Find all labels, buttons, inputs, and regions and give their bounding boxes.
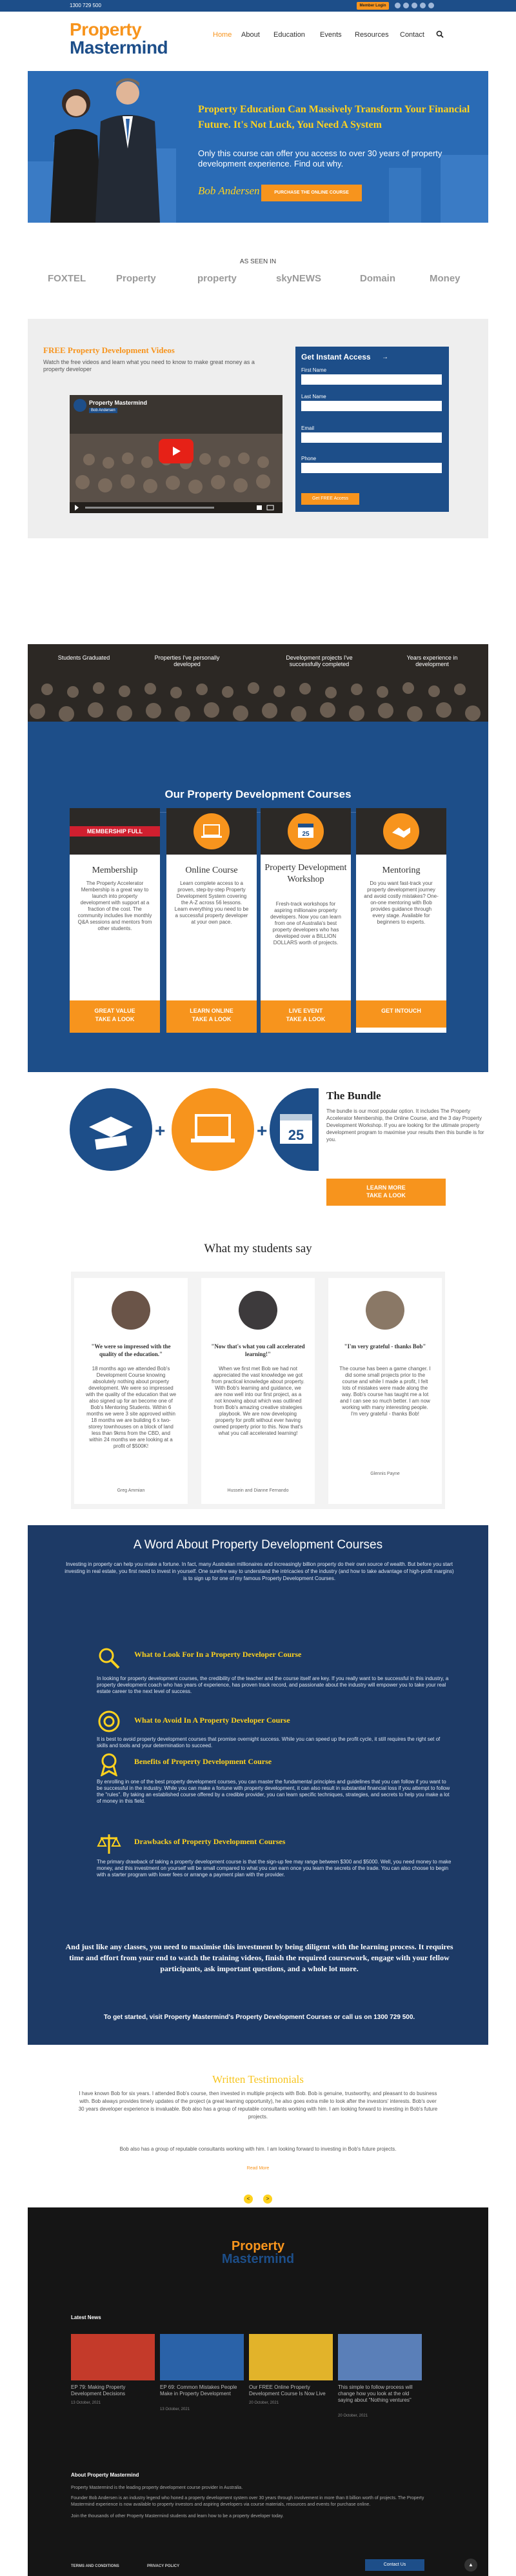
testimonial-quote-2: "Now that's what you call accelerated learning!" — [211, 1343, 305, 1357]
news-image-1[interactable] — [71, 2334, 155, 2380]
calendar-icon — [288, 813, 324, 849]
testimonial-quote-3: "I'm very grateful - thanks Bob" — [344, 1343, 426, 1350]
site-header — [0, 12, 516, 71]
membership-btn-line2: TAKE A LOOK — [95, 1016, 135, 1022]
media-logo-foxtel: FOXTEL — [48, 273, 86, 284]
testimonial-quote-1: "We were so impressed with the quality of the education." — [91, 1343, 171, 1357]
form-title: Get Instant Access — [301, 352, 371, 361]
member-login-button[interactable]: Member Login — [357, 2, 389, 10]
site-logo[interactable] — [70, 21, 168, 57]
news-title-1[interactable]: EP 79: Making Property Development Decisions — [71, 2384, 126, 2397]
purchase-course-button[interactable]: PURCHASE THE ONLINE COURSE — [261, 185, 362, 201]
drawbacks-heading: Drawbacks of Property Development Courses — [134, 1837, 286, 1846]
video-badge: Bob Andersen — [89, 408, 117, 413]
get-free-access-button[interactable]: Get FREE Access — [301, 493, 359, 505]
stat-properties-developed: Properties I've personally developed — [154, 654, 220, 667]
written-testimonial-text-2: Bob also has a group of reputable consultants working with him. I am looking forward to investing in Bob's future projects. — [119, 2146, 397, 2152]
video-title: Property Mastermind — [89, 400, 148, 406]
workshop-title: Property Development Workshop — [264, 863, 347, 884]
slider-prev-button[interactable]: < — [244, 2195, 253, 2204]
nav-education[interactable]: Education — [273, 31, 305, 39]
avatar-glennis — [366, 1291, 404, 1330]
first-name-label: First Name — [301, 367, 327, 373]
hero-subtitle: Only this course can offer you access to over 30 years of property development experience. Find out why. — [198, 148, 442, 168]
youtube-icon[interactable] — [412, 3, 417, 8]
mentoring-get-in-touch-button[interactable] — [356, 1000, 446, 1028]
news-date-2: 13 October, 2021 — [160, 2408, 190, 2411]
media-logo-money: Money — [430, 273, 461, 284]
word-closing: And just like any classes, you need to maximise this investment by being diligent with the learning process. It requires time and effort from your end to watch the training videos, finish the required coursework, engage with your fellow participants, ask important questions, and a whole lot more. — [65, 1942, 453, 1973]
membership-take-a-look-button[interactable] — [70, 1000, 160, 1033]
online-course-text: Learn complete access to a proven, step-by-step Property Development System covering the A-Z across 56 lessons. Learn everything you need to be a successful property developer at your own pace. — [174, 880, 249, 925]
media-logo-property: Property — [116, 273, 156, 284]
workshop-take-a-look-button[interactable] — [261, 1000, 351, 1033]
written-testimonials-title: Written Testimonials — [212, 2073, 304, 2085]
plus-icon-2: + — [257, 1121, 268, 1141]
membership-title: Membership — [92, 866, 138, 875]
about-text-1: Property Mastermind is the leading property development course provider in Australia. — [71, 2486, 243, 2490]
handshake-icon — [383, 813, 419, 849]
last-name-input[interactable] — [301, 401, 442, 411]
bob-andersen-photo — [89, 71, 166, 223]
scales-icon — [97, 1832, 121, 1856]
online-btn-line2: TAKE A LOOK — [192, 1016, 232, 1022]
online-course-title: Online Course — [185, 866, 238, 875]
as-seen-in-label: AS SEEN IN — [239, 258, 277, 265]
mentoring-title: Mentoring — [382, 866, 421, 875]
media-logo-property-2: property — [197, 273, 237, 284]
mentoring-btn-line1: GET INTOUCH — [381, 1008, 421, 1014]
benefits-text: By enrolling in one of the best property development courses, you can master the fundamental principles and guidelines that you can follow if you want to be successful in the industry. While you can make a fortune with property development, it can also result in substantial financial loss if you attempt to follow the "rules". By taking an established course offered by a credible provider, you can learn specific techniques, strategies, and secrets to help you make a lot of money in this field. — [97, 1779, 450, 1804]
media-logo-domain: Domain — [360, 273, 396, 284]
video-player[interactable] — [70, 395, 283, 513]
terms-link[interactable]: TERMS AND CONDITIONS — [71, 2564, 119, 2568]
news-title-2[interactable]: EP 69: Common Mistakes People Make in Property Development — [160, 2384, 237, 2397]
avatar-greg — [112, 1291, 150, 1330]
courses-title: Our Property Development Courses — [164, 788, 352, 800]
laptop-bundle-icon — [172, 1088, 254, 1171]
testimonial-name-2: Hussein and Dianne Fernando — [227, 1488, 289, 1493]
facebook-icon[interactable] — [395, 3, 401, 8]
news-image-4[interactable] — [338, 2334, 422, 2380]
students-title: What my students say — [204, 1242, 312, 1255]
word-cta-link[interactable]: To get started, visit Property Mastermind's Property Development Courses or call us on 1300 729 500. — [103, 2014, 415, 2021]
bundle-learn-more-button[interactable] — [326, 1179, 446, 1206]
workshop-text: Fresh-track workshops for aspiring millionaire property developers. Now you can learn from one of Australia's best property developers who has developed over a BILLION DOLLARS worth of projects. — [270, 901, 341, 946]
hero-title: Property Education Can Massively Transform Your Financial Future. It's Not Luck, You Need A System — [198, 104, 470, 130]
news-title-3[interactable]: Our FREE Online Property Development Course Is Now Live — [249, 2384, 326, 2397]
stat-projects-completed: Development projects I've successfully completed — [286, 654, 353, 667]
workshop-btn-line1: LIVE EVENT — [288, 1008, 323, 1014]
email-input[interactable] — [301, 432, 442, 443]
privacy-link[interactable]: PRIVACY POLICY — [147, 2564, 180, 2568]
online-btn-line1: LEARN ONLINE — [190, 1008, 233, 1014]
testimonial-text-1: 18 months ago we attended Bob's Development Course knowing absolutely nothing about property development. We were so impressed with the quality of the education that we also signed up for an become one of Bob's Mentoring Students. Within 6 months we were 3 site approved within 18 months we are building 6 x two-storey townhouses on a block of land less than 9kms from the CBD, and within 24 months we are looking at a profit of $500K! — [85, 1366, 177, 1449]
avatar-hussein — [239, 1291, 277, 1330]
testimonial-card-1 — [74, 1278, 188, 1504]
calendar-day: 25 — [288, 1127, 304, 1143]
play-button[interactable] — [159, 439, 194, 463]
bundle-btn-line2: TAKE A LOOK — [366, 1192, 406, 1199]
workshop-btn-line2: TAKE A LOOK — [286, 1016, 326, 1022]
about-text-3: Join the thousands of other Property Mastermind students and learn how to be a property developer today. — [71, 2514, 284, 2519]
read-more-link[interactable]: Read More — [246, 2166, 270, 2171]
news-date-4: 20 October, 2021 — [338, 2414, 368, 2418]
contact-us-button[interactable]: Contact Us — [365, 2559, 424, 2571]
nav-home[interactable]: Home — [213, 31, 232, 39]
mentoring-text: Do you want fast-track your property development journey and avoid costly mistakes? One-on-one mentoring with Bob provides guidance through every stage. Available for beginners to experts. — [364, 880, 439, 925]
target-icon — [97, 1709, 121, 1734]
bundle-text: The bundle is our most popular option. It includes The Property Accelerator Membership, the Online Course, and the 3 day Property Development Workshop. If you are looking for the ultimate property development program to maximise your results then this bundle is for you. — [326, 1108, 484, 1142]
laptop-icon — [194, 813, 230, 849]
testimonial-card-3 — [328, 1278, 442, 1504]
written-testimonial-text: I have known Bob for six years. I attended Bob's course, then invested in multiple projects with Bob. Bob is genuine, trustworthy, and pleasant to do business with. Bob always provides timely updates of the project (a great learning opportunity), he also goes extra mile to look after the investors' interests. Bob's over 30 years developer experience is invaluable. Bob also has a group of reputable consultants working with him. I am looking forward to investing in Bob's future projects. — [78, 2091, 438, 2120]
news-date-3: 20 October, 2021 — [249, 2401, 279, 2405]
stat-students-graduated: Students Graduated — [57, 654, 110, 661]
bundle-btn-line1: LEARN MORE — [366, 1184, 406, 1191]
news-title-4[interactable]: This simple to follow process will change how you look at the old saying about "Nothing ventures" — [338, 2384, 413, 2403]
phone-label: Phone — [301, 456, 317, 461]
ribbon-icon — [97, 1752, 121, 1776]
twitter-icon[interactable] — [403, 3, 409, 8]
svg-text:25: 25 — [302, 831, 310, 838]
drawbacks-text: The primary drawback of taking a property development course is that the sign-up fee may range between $300 and $5000. Well, you need money to make money, and this investment on yourself will be small compared to what you can earn once you learn the secrets of the trade. You can also choose to begin with a starter program with lower fees or arrange a payment plan with the provider. — [97, 1859, 452, 1878]
online-take-a-look-button[interactable] — [166, 1000, 257, 1033]
free-videos-title: FREE Property Development Videos — [43, 345, 175, 355]
phone-input[interactable] — [301, 463, 442, 473]
bundle-title: The Bundle — [326, 1090, 381, 1102]
news-image-3[interactable] — [249, 2334, 333, 2380]
search-icon[interactable] — [436, 30, 444, 41]
news-image-2[interactable] — [160, 2334, 244, 2380]
logo-line-1: Property — [70, 19, 142, 39]
free-videos-subtitle: Watch the free videos and learn what you need to know to make great money as a property developer — [43, 359, 255, 372]
magnifier-icon — [97, 1646, 121, 1670]
benefits-heading: Benefits of Property Development Course — [134, 1757, 272, 1766]
course-card-membership — [70, 808, 160, 1033]
scroll-top-icon[interactable]: ▲ — [464, 2559, 477, 2571]
avoid-text: It is best to avoid property development courses that promise overnight success. While you can speed up the profit cycle, it still requires the right set of skills and tools and your determination to succeed. — [97, 1736, 441, 1749]
look-for-text: In looking for property development courses, the credibility of the teacher and the course itself are key. If you really want to be successful in this industry, a property development coach who has years of experience, has proven track record, and passionate about the industry will empower you to take your real estate career to the next level of success. — [97, 1676, 449, 1694]
word-about-title: A Word About Property Development Courses — [133, 1538, 383, 1552]
testimonial-text-2: When we first met Bob we had not appreciated the vast knowledge we got from practical knowledge about property. With Bob's learning and guidance, we are now well into our first project, as a not knowing about which was outlined from Bob's amazing creative strategies playbook. We are now developing property for profit without ever having owned property prior to this. Now that's what you call accelerated learning! — [212, 1366, 304, 1436]
avoid-heading: What to Avoid In A Property Developer Course — [134, 1716, 290, 1725]
word-about-intro: Investing in property can help you make a fortune. In fact, many Australian millionaires and increasingly billion property do their own source of wealth. But before you start investing in real estate, you first need to invest in yourself. One surefire way to understand the intricacies of the industry (and how to take advantage of high-profit margins) is to sign up for one of my famous Property Development Courses. — [64, 1561, 454, 1581]
testimonial-card-2 — [201, 1278, 315, 1504]
arrow-right-icon: → — [382, 354, 388, 361]
testimonial-text-3: The course has been a game changer. I did some small projects prior to the course and while I made a profit, I felt lots of mistakes were made along the way. Bob's course has taught me a lot and I can see so much better. I am now working with many interesting people. I'm very grateful - thanks Bob! — [339, 1366, 431, 1417]
membership-full-ribbon: MEMBERSHIP FULL — [70, 826, 160, 837]
bob-signature: Bob Andersen — [198, 185, 260, 197]
course-card-online — [166, 808, 257, 1033]
calendar-bundle-icon — [270, 1088, 319, 1171]
testimonial-name-3: Glennis Payne — [370, 1472, 400, 1476]
footer-logo-line-2: Mastermind — [221, 2252, 295, 2266]
about-heading: About Property Mastermind — [71, 2472, 139, 2478]
nav-about[interactable]: About — [241, 31, 260, 39]
last-name-label: Last Name — [301, 394, 326, 400]
phone-number[interactable]: 1300 729 500 — [70, 3, 101, 8]
nav-contact[interactable]: Contact — [400, 31, 424, 39]
testimonial-name-1: Greg Ammian — [117, 1488, 145, 1493]
hero-banner — [28, 71, 488, 223]
media-logo-skynews: skyNEWS — [276, 273, 322, 284]
linkedin-icon[interactable] — [420, 3, 426, 8]
look-for-heading: What to Look For In a Property Developer Course — [134, 1650, 302, 1659]
nav-events[interactable]: Events — [320, 31, 342, 39]
course-card-mentoring — [356, 808, 446, 1033]
first-name-input[interactable] — [301, 374, 442, 385]
email-label: Email — [301, 425, 315, 431]
nav-resources[interactable]: Resources — [355, 31, 389, 39]
footer-logo-line-1: Property — [231, 2239, 285, 2253]
course-card-workshop — [261, 808, 351, 1033]
membership-btn-line1: GREAT VALUE — [94, 1008, 135, 1014]
latest-news-heading: Latest News — [71, 2315, 101, 2320]
membership-text: The Property Accelerator Membership is a great way to launch into property development with support at a fraction of the cost. The community includes live monthly Q&A sessions and mentors from other students. — [77, 880, 152, 931]
channel-avatar — [74, 399, 86, 412]
about-text-2: Founder Bob Andersen is an industry legend who honed a property development system over 30 years through involvement in more than 8 billion worth of projects. The Property Mastermind experience is now available to property investors and aspiring developers via course materials, resources and events for purchase online. — [71, 2496, 424, 2507]
news-date-1: 13 October, 2021 — [71, 2401, 101, 2405]
plus-icon: + — [155, 1121, 166, 1141]
instagram-icon[interactable] — [428, 3, 434, 8]
top-bar — [0, 0, 516, 12]
video-controls[interactable] — [70, 502, 283, 513]
stat-years-experience: Years experience in development — [406, 654, 458, 667]
slider-next-button[interactable]: > — [263, 2195, 272, 2204]
graduation-cap-icon — [70, 1088, 152, 1171]
logo-line-2: Mastermind — [70, 37, 168, 57]
footer-logo[interactable] — [213, 2240, 303, 2266]
